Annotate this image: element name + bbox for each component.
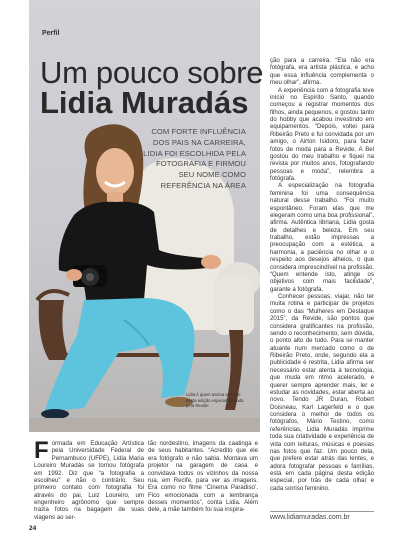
page-number: 24 xyxy=(29,525,37,532)
divider xyxy=(270,511,374,512)
article-paragraph: ção para a carreira. “Ela não era fotógrafa, era artista plástica, e acho que essa influência complementa o meu olhar”, afirma. xyxy=(270,57,374,87)
face xyxy=(96,148,134,196)
article-paragraph: tão nordestino, imagens da caatinga e de seus habitantes. “Acredito que ele era fotógrafo e não sabia. Montava um projetor na garagem de casa e convidava todos os vizinhos da nossa rua, em Recife, para ver as imagens. Era como no filme ‘Cinema Paradiso’. Fico emocionada com a lembrança desses momentos”, conta Lidia. Além dele, a mãe também foi sua inspira- xyxy=(148,440,258,514)
section-label: Perfil xyxy=(42,30,60,37)
article-paragraph xyxy=(34,437,144,521)
paragraph-text: ormada em Educação Artística pela Universidade Federal de Pernambuco (UFPE), Lidia Maria Loureiro Muradás se tornou fotógrafa em 1992. Diz que “a fotografia a escolheu” e não o contrário. Seu primeiro contato com fotografia foi através do pai, Luiz Loureiro, um engenheiro agrônomo que sempre trazia fotos na bagagem de suas viagens ao ser- xyxy=(34,440,144,521)
article-paragraph: Conhecer pessoas, viajar, não ter muita rotina e participar de projetos como o das “Mulheres em Destaque 2015”, da Revide, são pontos que considera gratificantes na profissão, sendo o reconhecimento, sem dúvida, o ponto alto de tudo. Para se manter atuante num mercado como o de Ribeirão Preto, onde, segundo ela a publicidade é restrita, Lidia afirma ser necessário estar atenta à tecnologia, que muda em ritmo acelerado, e querer sempre aprender mais, ler e estudar as novidades, estar aberta ao novo. Tendo JR Duran, Robert Doisneau, Karl Lagerfeld e o que considera o melhor de todos os fotógrafos, Mário Testino, como referências, Lidia Muradás imprime toda sua criatividade e experiência de vida com leituras, músicas e poesias nas fotos que faz. Um pouco dela, que prefere estar atrás das lentes, e adora fotografar pessoas e famílias, está em cada página desta edição especial, por trás de cada olhar e cada sorriso feminino. xyxy=(270,293,374,492)
article-paragraph: A experiência com a fotografia teve início no Espírito Santo, quando começou a registrar momentos dos filhos, ainda pequenos, e gostou tanto do hobby que acabou investindo em equipamentos. “Depois, voltei para Ribeirão Preto e fui convidada por um amigo, o Airton Isidoro, para fazer fotos de moda para a Revide. A Bel gostou do meu trabalho e fiquei na revista por muitos anos, fotografando pessoas e moda”, relembra a fotógrafa. xyxy=(270,86,374,182)
website-link[interactable]: www.lidiamuradas.com.br xyxy=(270,514,350,521)
intro-text: COM FORTE INFLUÊNCIA DOS PAIS NA CARREIRA, LIDIA FOI ESCOLHIDA PELA FOTOGRAFIA E FIRMOU SEU NOME COMO REFERÊNCIA NA ÁREA xyxy=(143,127,246,190)
page-title-line2: Lidia Muradás xyxy=(40,85,249,120)
article-column-2 xyxy=(148,440,258,514)
photo-caption: Lidia é quem assina as fotos desta edição especial lançada pela Revide xyxy=(186,392,244,409)
article-column-1 xyxy=(34,437,144,521)
drop-cap: F xyxy=(34,437,49,464)
article-paragraph: A especialização na fotografia feminina foi uma consequência natural desse trabalho. “Foi muito espontâneo. Foram elas que me elegeram como uma boa profissional”, afirma. Autêntica libriana, Lidia gosta de detalhes e beleza. Em seu trabalho, estão impressas a preocupação com a estética, a harmonia, a paciência no olhar e o respeito aos desejos alheios, o que considera imprescindível na profissão. “Quem entende isto, atinge os objetivos com mais facilidade”, garante a fotógrafa. xyxy=(270,182,374,293)
article-column-3 xyxy=(270,57,374,492)
page-title-line1: Um pouco sobre xyxy=(40,55,264,90)
